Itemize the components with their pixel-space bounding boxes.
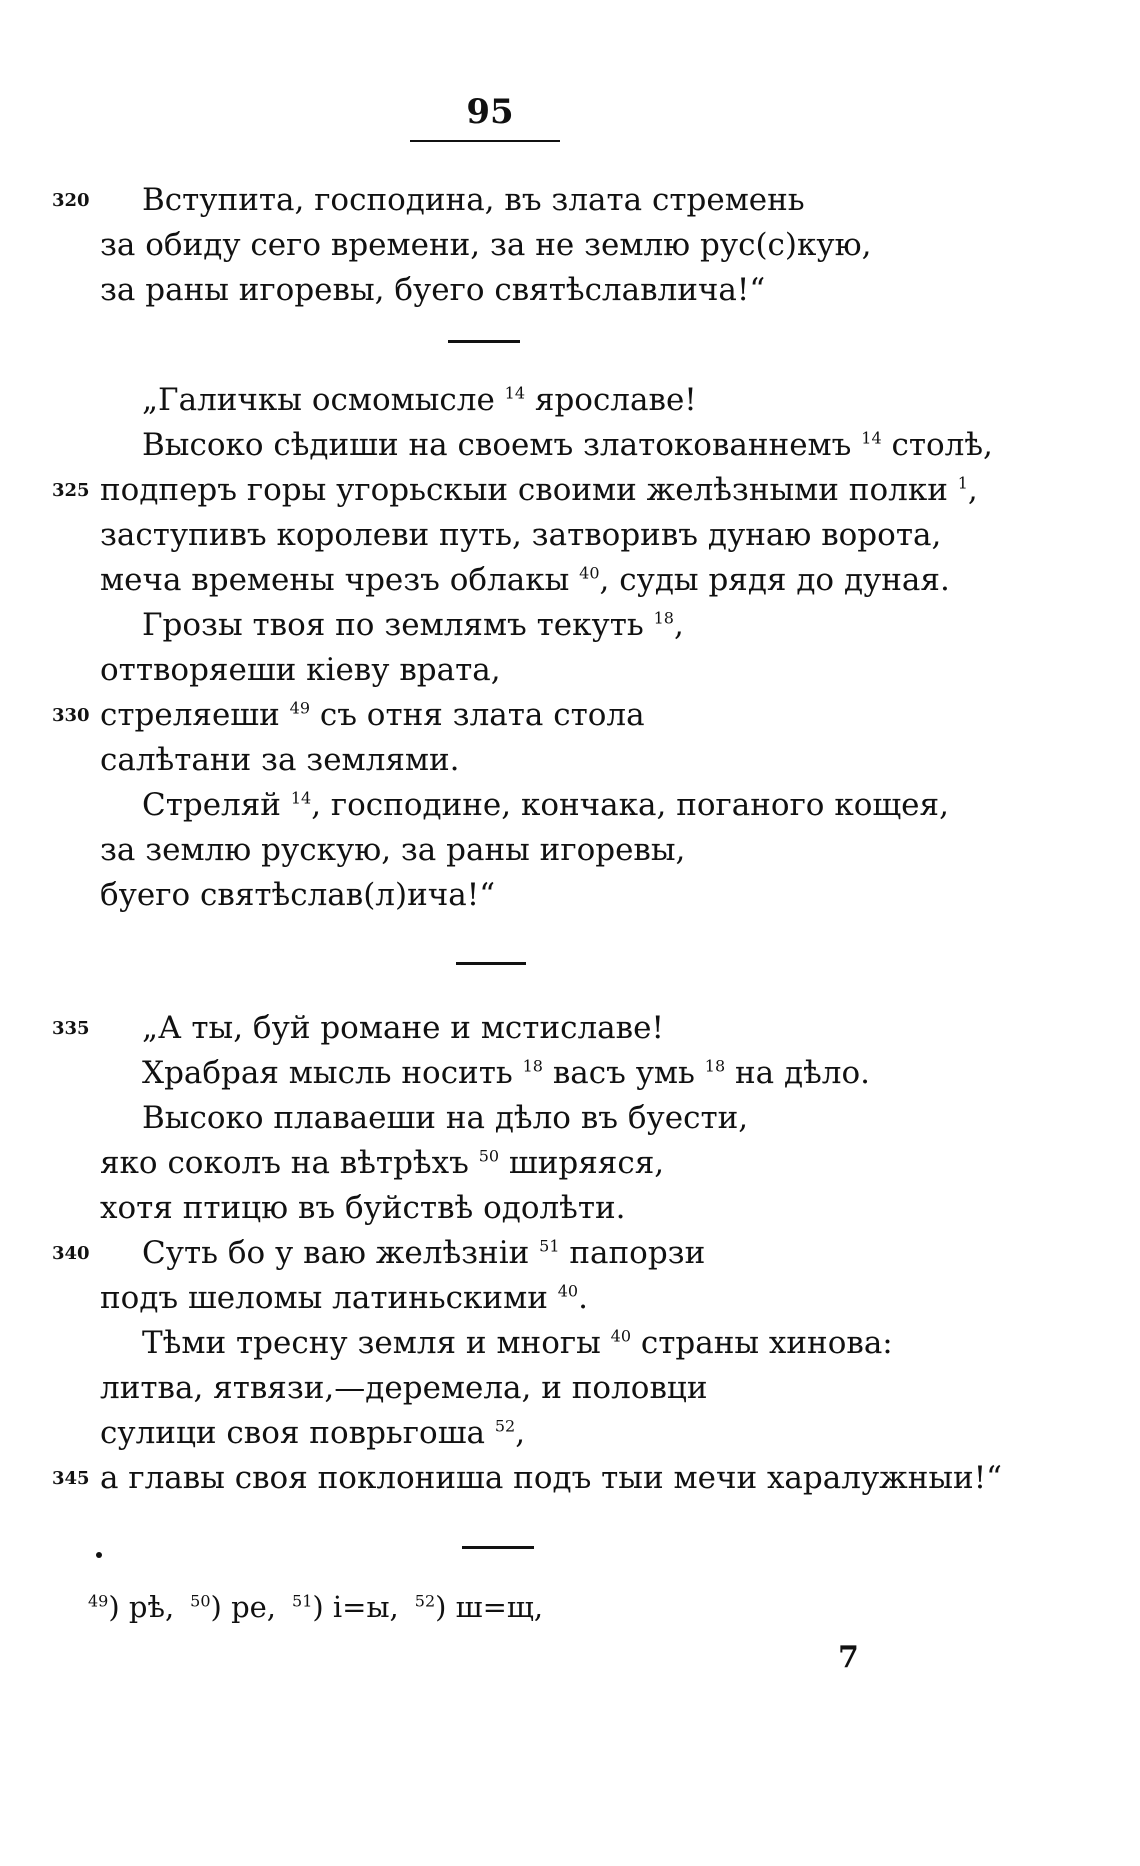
verse-line xyxy=(0,693,1140,738)
verse-segment: Суть бо у ваю желѣзніи xyxy=(142,1235,540,1271)
verse-segment: Грозы твоя по землямъ текуть xyxy=(142,607,654,643)
verse-segment: подперъ горы угорьскыи своими желѣзными полки xyxy=(100,472,958,508)
verse-segment: меча времены чрезъ облакы xyxy=(100,562,580,598)
verse-segment: на дѣло. xyxy=(725,1055,870,1091)
verse-line xyxy=(0,873,1140,918)
footnote-ref: 18 xyxy=(522,1056,543,1076)
verse-segment: васъ умь xyxy=(542,1055,705,1091)
footnote-ref: 40 xyxy=(610,1326,632,1346)
footnote-ref: 52 xyxy=(494,1416,516,1436)
footnote-ref: 14 xyxy=(504,383,526,403)
footnotes xyxy=(88,1590,559,1624)
verse-segment: съ отня злата стола xyxy=(310,697,645,733)
verse-line xyxy=(0,1186,1140,1231)
footnote-text: ) ре, xyxy=(210,1590,277,1624)
verse-segment: Тѣми тресну земля и многы xyxy=(142,1325,611,1361)
verse-segment: ярославе! xyxy=(525,382,697,418)
verse-segment: , господине, кончака, поганого кощея, xyxy=(311,787,949,823)
verse-text xyxy=(100,1366,708,1411)
line-number: 335 xyxy=(52,1018,90,1039)
verse-segment: яко соколъ на вѣтрѣхъ xyxy=(100,1145,479,1181)
footnote-number: 52 xyxy=(414,1591,436,1611)
verse-segment: стреляеши xyxy=(100,697,290,733)
verse-segment: сулици своя поврьгоша xyxy=(100,1415,495,1451)
verse-text xyxy=(100,693,645,738)
page-number: 95 xyxy=(466,92,514,132)
footnote-ref: 50 xyxy=(478,1146,500,1166)
verse-line xyxy=(0,1096,1140,1141)
line-number: 340 xyxy=(52,1243,90,1264)
verse-segment: подъ шеломы латиньскими xyxy=(100,1280,558,1316)
verse-text xyxy=(142,1231,705,1276)
verse-line xyxy=(0,1006,1140,1051)
verse-text xyxy=(100,873,495,918)
verse-segment: „Галичкы осмомысле xyxy=(142,382,505,418)
footnote-text: ) ш=щ, xyxy=(435,1590,544,1624)
verse-segment: столѣ, xyxy=(881,427,993,463)
header-rule xyxy=(410,140,560,142)
footnote-ref: 40 xyxy=(579,563,600,583)
verse-text xyxy=(142,378,697,423)
verse-text xyxy=(100,513,941,558)
stanza-3 xyxy=(0,1006,1140,1501)
verse-segment: оттворяеши кіеву врата, xyxy=(100,652,501,688)
footnote xyxy=(415,1590,551,1624)
verse-segment: а главы своя поклониша подъ тыи мечи харалужныи!“ xyxy=(100,1460,1002,1496)
stray-mark xyxy=(96,1552,102,1558)
verse-line xyxy=(0,513,1140,558)
verse-line xyxy=(0,223,1140,268)
verse-segment: , суды рядя до дуная. xyxy=(599,562,950,598)
verse-text xyxy=(100,828,685,873)
verse-line xyxy=(0,1411,1140,1456)
verse-line xyxy=(0,268,1140,313)
verse-segment: Храбрая мысль носить xyxy=(142,1055,523,1091)
verse-segment: за обиду сего времени, за не землю рус(с)кую, xyxy=(100,227,872,263)
verse-segment: буего святѣслав(л)ича!“ xyxy=(100,877,496,913)
verse-line xyxy=(0,423,1140,468)
verse-segment: ширяяся, xyxy=(499,1145,665,1181)
verse-segment: , xyxy=(967,472,978,508)
verse-text xyxy=(142,1096,748,1141)
line-number: 325 xyxy=(52,480,90,501)
verse-text xyxy=(142,1006,664,1051)
verse-segment: папорзи xyxy=(559,1235,706,1271)
footnote-ref: 51 xyxy=(539,1236,560,1256)
verse-line xyxy=(0,1231,1140,1276)
verse-segment: Высоко сѣдиши на своемъ златокованнемъ xyxy=(142,427,862,463)
footnote-number: 51 xyxy=(292,1591,313,1611)
verse-text xyxy=(100,1276,588,1321)
verse-line xyxy=(0,378,1140,423)
verse-text xyxy=(100,558,950,603)
verse-text xyxy=(100,468,978,513)
verse-text xyxy=(100,648,501,693)
verse-segment: . xyxy=(578,1280,588,1316)
verse-text xyxy=(142,603,684,648)
verse-segment: хотя птицю въ буйствѣ одолѣти. xyxy=(100,1190,626,1226)
footnote xyxy=(190,1590,284,1624)
stanza-separator xyxy=(456,962,526,965)
footnote-ref: 1 xyxy=(957,473,968,493)
verse-segment: , xyxy=(673,607,684,643)
verse-segment: страны хинова: xyxy=(631,1325,893,1361)
verse-text xyxy=(100,1411,525,1456)
footnote-number: 50 xyxy=(190,1591,211,1611)
verse-line xyxy=(0,468,1140,513)
verse-text xyxy=(100,223,871,268)
verse-line xyxy=(0,1276,1140,1321)
stanza-2 xyxy=(0,378,1140,918)
verse-text xyxy=(142,423,993,468)
footnote-ref: 14 xyxy=(861,428,882,448)
footnote-text: ) рѣ, xyxy=(108,1590,175,1624)
footnote xyxy=(88,1590,182,1624)
footnote-number: 49 xyxy=(88,1591,109,1611)
verse-text xyxy=(100,1186,626,1231)
verse-text xyxy=(100,738,460,783)
footnote-ref: 49 xyxy=(289,698,310,718)
stanza-1 xyxy=(0,178,1140,313)
verse-text xyxy=(100,1141,664,1186)
verse-line xyxy=(0,1321,1140,1366)
verse-segment: Стреляй xyxy=(142,787,291,823)
verse-segment: заступивъ королеви путь, затворивъ дунаю ворота, xyxy=(100,517,942,553)
line-number: 320 xyxy=(52,190,90,211)
verse-line xyxy=(0,738,1140,783)
verse-line xyxy=(0,178,1140,223)
footnote-ref: 14 xyxy=(290,788,312,808)
verse-segment: за раны игоревы, буего святѣславлича!“ xyxy=(100,272,766,308)
verse-segment: за землю рускую, за раны игоревы, xyxy=(100,832,686,868)
verse-line xyxy=(0,603,1140,648)
footnote-ref: 18 xyxy=(653,608,674,628)
verse-text xyxy=(100,268,765,313)
verse-segment: , xyxy=(515,1415,526,1451)
verse-text xyxy=(142,1051,870,1096)
verse-line xyxy=(0,1141,1140,1186)
footnote-text: ) і=ы, xyxy=(312,1590,399,1624)
verse-text xyxy=(142,783,949,828)
verse-segment: Вступита, господина, въ злата стремень xyxy=(142,182,805,218)
line-number: 345 xyxy=(52,1468,90,1489)
stanza-separator xyxy=(448,340,520,343)
verse-segment: „А ты, буй романе и мстиславе! xyxy=(142,1010,664,1046)
footnote-ref: 40 xyxy=(557,1281,579,1301)
verse-line xyxy=(0,558,1140,603)
verse-line xyxy=(0,648,1140,693)
verse-line xyxy=(0,1051,1140,1096)
verse-segment: Высоко плаваеши на дѣло въ буести, xyxy=(142,1100,749,1136)
verse-segment: литва, ятвязи,—деремела, и половци xyxy=(100,1370,708,1406)
footnote xyxy=(292,1590,407,1624)
verse-line xyxy=(0,1366,1140,1411)
signature-mark: 7 xyxy=(838,1640,859,1675)
verse-line xyxy=(0,1456,1140,1501)
verse-line xyxy=(0,828,1140,873)
verse-text xyxy=(100,1456,1002,1501)
line-number: 330 xyxy=(52,705,90,726)
verse-line xyxy=(0,783,1140,828)
verse-text xyxy=(142,1321,893,1366)
footnote-ref: 18 xyxy=(704,1056,726,1076)
stanza-separator xyxy=(462,1546,534,1549)
verse-segment: салѣтани за землями. xyxy=(100,742,460,778)
verse-text xyxy=(142,178,805,223)
